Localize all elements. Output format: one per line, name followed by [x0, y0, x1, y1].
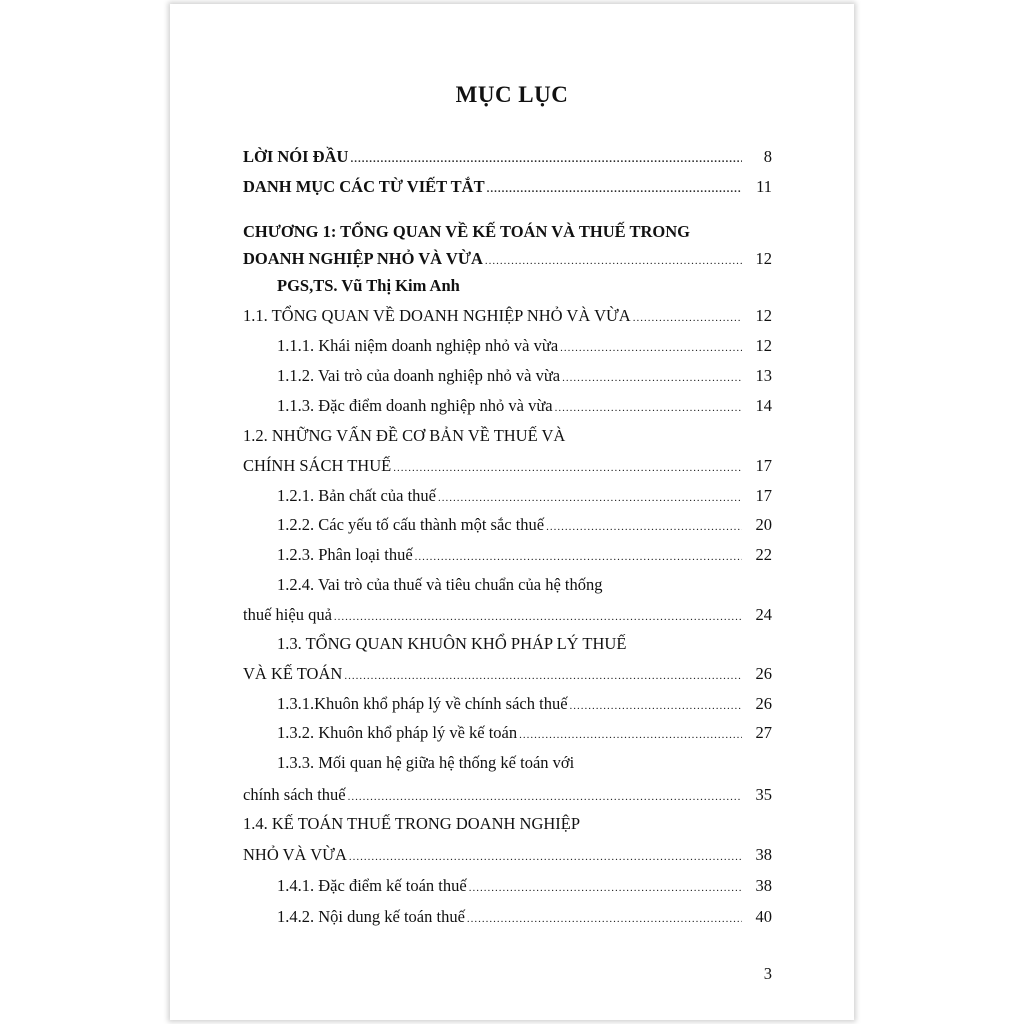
dot-leader — [393, 455, 742, 481]
dot-leader — [469, 875, 742, 901]
toc-subsection-heading: 1.2.4. Vai trò của thuế và tiêu chuẩn của hệ thống — [277, 575, 603, 594]
toc-entry-label: 1.2.1. Bản chất của thuế — [277, 486, 436, 505]
dot-leader — [560, 335, 742, 361]
dot-leader — [344, 663, 742, 689]
toc-entry-label: CHÍNH SÁCH THUẾ — [243, 456, 392, 475]
toc-section-heading: 1.4. KẾ TOÁN THUẾ TRONG DOANH NGHIỆP — [243, 814, 581, 833]
toc-entry-page: 17 — [755, 456, 772, 475]
toc-entry-subsection[interactable] — [277, 363, 772, 389]
toc-entry-subsection[interactable] — [243, 602, 772, 628]
toc-entry-subsection[interactable] — [277, 393, 772, 419]
toc-entry-label: DANH MỤC CÁC TỪ VIẾT TẮT — [243, 177, 485, 196]
dot-leader — [570, 693, 742, 719]
toc-entry-label: 1.3.2. Khuôn khổ pháp lý về kế toán — [277, 723, 518, 742]
toc-entry-subsection[interactable] — [277, 691, 772, 717]
toc-entry-page: 40 — [755, 907, 772, 926]
toc-entry-page: 38 — [755, 845, 772, 864]
toc-entry-page: 14 — [755, 396, 772, 415]
dot-leader — [334, 604, 742, 630]
toc-entry-page: 24 — [755, 605, 772, 624]
toc-entry-label: 1.1.2. Vai trò của doanh nghiệp nhỏ và vừa — [277, 366, 561, 385]
page-title: MỤC LỤC — [455, 82, 569, 107]
toc-entry-section[interactable] — [243, 453, 772, 479]
toc-entry-label: 1.2.3. Phân loại thuế — [277, 545, 413, 564]
toc-entry-page: 38 — [755, 876, 772, 895]
dot-leader — [546, 514, 742, 540]
document-page — [170, 4, 854, 1020]
dot-leader — [562, 365, 742, 391]
toc-entry-page: 12 — [755, 249, 772, 268]
dot-leader — [555, 395, 742, 421]
toc-entry-label: thuế hiệu quả — [243, 605, 332, 624]
toc-entry-page: 26 — [755, 664, 772, 683]
toc-entry-section[interactable] — [243, 842, 772, 868]
toc-entry-page: 17 — [755, 486, 772, 505]
page-number: 3 — [763, 964, 772, 983]
dot-leader — [350, 146, 742, 172]
dot-leader — [349, 844, 742, 870]
toc-entry-label: 1.2.2. Các yếu tố cấu thành một sắc thuế — [277, 515, 545, 534]
toc-entry-section[interactable] — [243, 303, 772, 329]
toc-entry-abbreviations[interactable] — [243, 174, 772, 200]
chapter-author: PGS,TS. Vũ Thị Kim Anh — [277, 276, 460, 295]
toc-entry-page: 27 — [755, 723, 772, 742]
toc-entry-page: 12 — [755, 336, 772, 355]
toc-entry-page: 11 — [756, 177, 772, 196]
toc-section-heading: 1.2. NHỮNG VẤN ĐỀ CƠ BẢN VỀ THUẾ VÀ — [243, 426, 566, 445]
toc-entry-subsection[interactable] — [277, 904, 772, 930]
toc-entry-page: 12 — [755, 306, 772, 325]
toc-entry-label: 1.4.2. Nội dung kế toán thuế — [277, 907, 465, 926]
toc-entry-page: 22 — [755, 545, 772, 564]
dot-leader — [487, 176, 742, 202]
dot-leader — [633, 305, 742, 331]
toc-entry-label: DOANH NGHIỆP NHỎ VÀ VỪA — [243, 249, 483, 268]
dot-leader — [519, 722, 742, 748]
toc-entry-label: 1.1.1. Khái niệm doanh nghiệp nhỏ và vừa — [277, 336, 559, 355]
dot-leader — [438, 485, 742, 511]
dot-leader — [467, 906, 742, 932]
dot-leader — [415, 544, 742, 570]
toc-chapter-heading: CHƯƠNG 1: TỔNG QUAN VỀ KẾ TOÁN VÀ THUẾ TRONG — [243, 222, 690, 241]
toc-section-heading: 1.3. TỔNG QUAN KHUÔN KHỔ PHÁP LÝ THUẾ — [277, 634, 627, 653]
toc-subsection-heading: 1.3.3. Mối quan hệ giữa hệ thống kế toán với — [277, 753, 575, 772]
toc-entry-label: 1.1.3. Đặc điểm doanh nghiệp nhỏ và vừa — [277, 396, 553, 415]
toc-entry-subsection[interactable] — [277, 512, 772, 538]
toc-entry-label: VÀ KẾ TOÁN — [243, 664, 343, 683]
toc-entry-subsection[interactable] — [277, 720, 772, 746]
toc-entry-chapter-1[interactable] — [243, 246, 772, 272]
toc-entry-label: NHỎ VÀ VỪA — [243, 845, 347, 864]
toc-entry-subsection[interactable] — [277, 542, 772, 568]
toc-entry-label: chính sách thuế — [243, 785, 346, 804]
toc-entry-subsection[interactable] — [277, 483, 772, 509]
toc-entry-subsection[interactable] — [277, 873, 772, 899]
toc-entry-preface[interactable] — [243, 144, 772, 170]
toc-entry-page: 13 — [755, 366, 772, 385]
toc-entry-label: LỜI NÓI ĐẦU — [243, 147, 349, 166]
toc-entry-subsection[interactable] — [277, 333, 772, 359]
toc-entry-page: 35 — [755, 785, 772, 804]
toc-entry-section[interactable] — [243, 661, 772, 687]
toc-entry-label: 1.1. TỔNG QUAN VỀ DOANH NGHIỆP NHỎ VÀ VỪA — [243, 306, 631, 325]
toc-entry-subsection[interactable] — [243, 782, 772, 808]
dot-leader — [348, 784, 742, 810]
toc-entry-page: 26 — [755, 694, 772, 713]
toc-entry-label: 1.4.1. Đặc điểm kế toán thuế — [277, 876, 467, 895]
dot-leader — [485, 248, 742, 274]
toc-entry-label: 1.3.1.Khuôn khổ pháp lý về chính sách thuế — [277, 694, 568, 713]
toc-entry-page: 20 — [755, 515, 772, 534]
toc-entry-page: 8 — [763, 147, 772, 166]
